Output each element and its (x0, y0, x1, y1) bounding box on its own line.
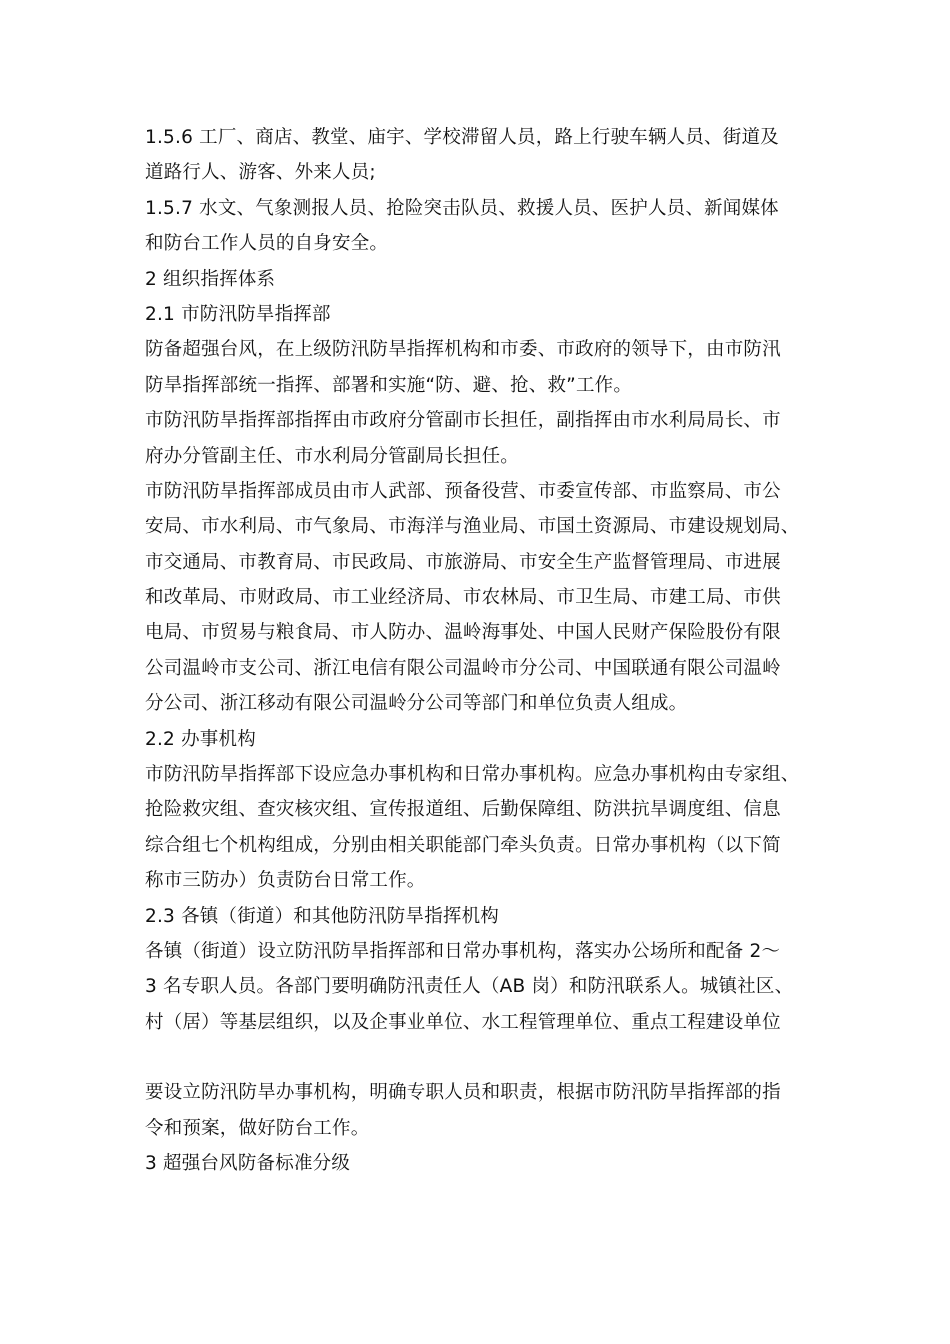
text-line: 市防汛防旱指挥部下设应急办事机构和日常办事机构。应急办事机构由专家组、 (145, 764, 800, 786)
text-line: 综合组七个机构组成，分别由相关职能部门牵头负责。日常办事机构（以下简 (145, 834, 781, 856)
paragraph-gap (145, 1040, 825, 1075)
text-line: 1.5.7 水文、气象测报人员、抢险突击队员、救援人员、医护人员、新闻媒体 (145, 197, 779, 219)
text-line: 令和预案，做好防台工作。 (145, 1117, 370, 1139)
text-line: 防旱指挥部统一指挥、部署和实施“防、避、抢、救”工作。 (145, 374, 633, 396)
section-heading: 3 超强台风防备标准分级 (145, 1152, 351, 1174)
text-line: 3 名专职人员。各部门要明确防汛责任人（AB 岗）和防汛联系人。城镇社区、 (145, 976, 794, 998)
text-line: 道路行人、游客、外来人员; (145, 162, 376, 184)
text-line: 市防汛防旱指挥部指挥由市政府分管副市长担任，副指挥由市水利局局长、市 (145, 410, 781, 432)
subsection-heading: 2.2 办事机构 (145, 728, 256, 750)
text-line: 市交通局、市教育局、市民政局、市旅游局、市安全生产监督管理局、市进展 (145, 551, 781, 573)
text-line: 公司温岭市支公司、浙江电信有限公司温岭市分公司、中国联通有限公司温岭 (145, 657, 781, 679)
text-line: 安局、市水利局、市气象局、市海洋与渔业局、市国土资源局、市建设规划局、 (145, 516, 800, 538)
text-line: 1.5.6 工厂、商店、教堂、庙宇、学校滞留人员，路上行驶车辆人员、街道及 (145, 127, 779, 148)
text-line: 市防汛防旱指挥部成员由市人武部、预备役营、市委宣传部、市监察局、市公 (145, 480, 781, 502)
text-line: 分公司、浙江移动有限公司温岭分公司等部门和单位负责人组成。 (145, 693, 688, 715)
subsection-heading: 2.3 各镇（街道）和其他防汛防旱指挥机构 (145, 905, 500, 927)
text-line: 防备超强台风，在上级防汛防旱指挥机构和市委、市政府的领导下，由市防汛 (145, 339, 781, 361)
text-line: 电局、市贸易与粮食局、市人防办、温岭海事处、中国人民财产保险股份有限 (145, 622, 781, 644)
document-body (145, 120, 825, 1181)
subsection-heading: 2.1 市防汛防旱指挥部 (145, 303, 331, 325)
text-line: 称市三防办）负责防台日常工作。 (145, 870, 426, 892)
text-line: 各镇（街道）设立防汛防旱指挥部和日常办事机构，落实办公场所和配备 2～ (145, 940, 781, 962)
text-line: 要设立防汛防旱办事机构，明确专职人员和职责，根据市防汛防旱指挥部的指 (145, 1082, 781, 1104)
text-line: 村（居）等基层组织，以及企事业单位、水工程管理单位、重点工程建设单位 (145, 1011, 781, 1033)
section-heading: 2 组织指挥体系 (145, 268, 276, 290)
text-line: 抢险救灾组、查灾核灾组、宣传报道组、后勤保障组、防洪抗旱调度组、信息 (145, 799, 781, 821)
text-line: 和改革局、市财政局、市工业经济局、市农林局、市卫生局、市建工局、市供 (145, 587, 781, 609)
text-line: 和防台工作人员的自身安全。 (145, 233, 389, 255)
text-line: 府办分管副主任、市水利局分管副局长担任。 (145, 445, 520, 467)
